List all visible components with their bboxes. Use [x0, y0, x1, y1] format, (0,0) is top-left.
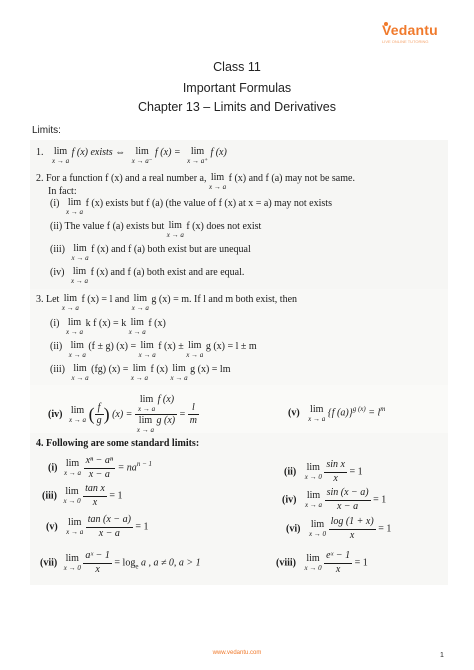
- limit-op: [309, 520, 326, 538]
- lim-word: lim: [172, 363, 186, 374]
- lim-word: lim: [135, 146, 149, 157]
- frac-num: tan (x − a): [86, 515, 133, 528]
- limit-op: [138, 395, 155, 413]
- fraction: [83, 551, 112, 575]
- item-number: 1.: [36, 147, 44, 158]
- formula-text: f (x) and f (a) may not be same.: [228, 173, 355, 184]
- formula-text: = 1: [349, 466, 363, 478]
- frac-num: f: [95, 403, 104, 416]
- frac-num: [135, 395, 177, 415]
- std-limit-v: [46, 515, 149, 539]
- right-paren: ): [103, 404, 110, 424]
- lim-sub: x → a: [138, 405, 156, 413]
- limit-op: [64, 487, 81, 505]
- fraction-limits: [135, 395, 177, 434]
- frac-num: sin (x − a): [325, 488, 371, 501]
- formula-text: = log: [114, 557, 136, 569]
- frac-den: x: [92, 496, 98, 508]
- lim-word: lim: [70, 340, 84, 351]
- formula-2: [36, 173, 355, 191]
- formula-3-v: [288, 405, 385, 423]
- formula-text: = 1: [135, 521, 149, 533]
- formula-text: The value f (a) exists but: [64, 221, 165, 232]
- fraction: [325, 488, 371, 512]
- fraction-l-over-m: [188, 403, 199, 427]
- formula-2-iv: [50, 267, 244, 285]
- lim-word: lim: [190, 146, 205, 157]
- formula-text: f (x) ±: [158, 341, 184, 352]
- formula-3-iv: [48, 395, 199, 434]
- formula-text: f (x): [157, 394, 175, 405]
- lim-sub: x → a: [128, 328, 146, 336]
- limit-op: [132, 294, 149, 312]
- frac-den: x − a: [98, 527, 120, 539]
- sub-label: (i): [48, 462, 58, 474]
- lim-sub: x → a: [71, 374, 89, 382]
- lim-word: lim: [65, 553, 79, 564]
- frac-den: g: [96, 415, 102, 426]
- limit-op: [167, 221, 184, 239]
- formula-text: f (x): [150, 364, 169, 375]
- limit-op: [131, 364, 148, 382]
- limit-op: [186, 341, 203, 359]
- page-number: 1: [440, 652, 444, 659]
- sub-label: (iii): [42, 490, 57, 502]
- lim-word: lim: [65, 458, 80, 469]
- limit-op: [129, 318, 146, 336]
- lim-sub: x → a: [170, 374, 188, 382]
- lim-word: lim: [138, 415, 153, 426]
- limit-op: [64, 459, 81, 477]
- lim-word: lim: [306, 553, 320, 564]
- frac-num: sin x: [324, 460, 347, 473]
- formula-text: g (x) = l ± m: [205, 341, 257, 352]
- fraction: [324, 460, 347, 484]
- limit-op: [137, 416, 154, 434]
- equals: =: [179, 409, 186, 420]
- formula-4-heading: [36, 438, 199, 449]
- formula-text: f (x) exists but f (a) (the value of f (x) at x = a) may not exists: [85, 198, 332, 209]
- std-limit-ii: [284, 460, 363, 484]
- lim-sub: x → a: [304, 501, 323, 509]
- subscript: e: [135, 562, 139, 571]
- lim-sub: x → a: [65, 328, 84, 336]
- lim-sub: x → a: [52, 157, 70, 165]
- limit-op: [308, 405, 325, 423]
- lim-word: lim: [73, 243, 87, 254]
- lim-sub: x → 0: [63, 497, 81, 505]
- formula-text: f (x) and f (a) both exist and are equal.: [90, 267, 245, 278]
- formula-text: g (x) = m. If l and m both exist, then: [151, 294, 298, 305]
- lim-sub: x → a: [186, 351, 204, 359]
- in-fact-label: In fact:: [48, 186, 77, 197]
- fraction: [329, 517, 376, 541]
- lim-word: lim: [188, 340, 202, 351]
- frac-num: aˣ − 1: [83, 551, 112, 564]
- lim-sub: x → 0: [308, 530, 327, 538]
- formula-text: = 1: [354, 557, 368, 569]
- heading-text: Following are some standard limits:: [46, 438, 200, 449]
- limit-op: [62, 294, 79, 312]
- formula-text: f (x) exists ⇔: [71, 147, 126, 158]
- formula-1: [36, 147, 227, 165]
- frac-den: x: [333, 472, 338, 484]
- lim-word: lim: [210, 172, 225, 183]
- formula-text: f (x): [148, 318, 166, 329]
- limit-op: [187, 147, 208, 165]
- chapter-title: Chapter 13 – Limits and Derivatives: [137, 100, 336, 114]
- formula-text: k f (x) = k: [85, 318, 127, 329]
- sub-label: (vi): [286, 523, 301, 535]
- lim-sub: x → a: [138, 351, 156, 359]
- lim-word: lim: [70, 404, 85, 416]
- lim-sub: x → 0: [63, 564, 81, 572]
- lim-sub: x → a⁻: [131, 157, 153, 165]
- lim-sub: x → 0: [304, 473, 322, 481]
- formula-text: (x) =: [112, 409, 133, 420]
- sub-label: (v): [46, 521, 58, 533]
- lim-sub: x → a: [68, 351, 86, 359]
- std-limit-iii: [42, 484, 122, 508]
- limit-op: [72, 364, 89, 382]
- limit-op: [66, 318, 83, 336]
- sub-label: (v): [288, 407, 300, 419]
- sub-label: (vii): [40, 557, 58, 569]
- lim-word: lim: [133, 293, 148, 304]
- sub-label: (ii): [284, 466, 297, 478]
- std-limit-iv: [282, 488, 386, 512]
- class-line: Class 11: [213, 60, 261, 74]
- lim-word: lim: [53, 146, 68, 157]
- formula-text: g (x): [156, 415, 176, 426]
- formula-text: = 1: [109, 490, 123, 502]
- sub-label: (viii): [276, 557, 296, 569]
- exponent: g (x): [352, 405, 366, 413]
- frac-den: x − a: [336, 500, 359, 512]
- left-paren: (: [88, 404, 95, 424]
- formula-3-i: [50, 318, 166, 336]
- lim-word: lim: [139, 394, 154, 405]
- exponent: m: [380, 405, 386, 413]
- formula-text: = l: [368, 407, 381, 419]
- lim-sub: x → a: [166, 231, 184, 239]
- lim-word: lim: [67, 317, 82, 328]
- frac-num: tan x: [83, 484, 107, 497]
- limit-op: [305, 554, 322, 572]
- formula-2-ii: [50, 221, 261, 239]
- limit-op: [139, 341, 156, 359]
- fraction: [324, 551, 352, 575]
- limit-op: [69, 341, 86, 359]
- sub-label: (iii): [50, 364, 65, 375]
- sub-label: (ii): [50, 341, 63, 352]
- lim-word: lim: [306, 462, 320, 473]
- formula-3-iii: [50, 364, 230, 382]
- formula-text: (f ± g) (x) =: [88, 341, 137, 352]
- lim-sub: x → a: [308, 415, 326, 423]
- lim-word: lim: [132, 363, 147, 374]
- frac-num: xⁿ − aⁿ: [84, 456, 116, 469]
- lim-sub: x → a: [68, 415, 87, 424]
- std-limit-vii: [40, 551, 201, 575]
- formula-text: (fg) (x) =: [91, 364, 129, 375]
- formula-text: = 1: [378, 523, 392, 535]
- exponent: n − 1: [136, 459, 153, 468]
- limit-op: [305, 491, 322, 509]
- lim-sub: x → a: [209, 183, 227, 191]
- lim-sub: x → a: [71, 254, 89, 262]
- sub-label: (i): [50, 198, 60, 209]
- formula-3-ii: [50, 341, 257, 359]
- lim-sub: x → a: [66, 528, 84, 536]
- sub-label: (ii): [50, 221, 63, 232]
- item-number: 2.: [36, 173, 44, 184]
- lim-sub: x → 0: [304, 564, 322, 572]
- limit-op: [66, 518, 83, 536]
- sub-label: (iv): [282, 494, 297, 506]
- formula-text: = na: [117, 462, 137, 474]
- limit-op: [69, 406, 86, 424]
- limit-op: [64, 554, 81, 572]
- lim-word: lim: [73, 363, 87, 374]
- sub-label: (i): [50, 318, 60, 329]
- frac-den: x: [95, 563, 100, 575]
- std-limit-viii: [276, 551, 368, 575]
- lim-word: lim: [68, 517, 82, 528]
- lim-sub: x → a: [63, 469, 82, 477]
- std-limit-i: [48, 456, 152, 480]
- formula-text: {f (a)}: [327, 407, 353, 419]
- formula-text: f (x) = l and: [81, 294, 130, 305]
- limit-op: [52, 147, 69, 165]
- frac-den: x: [349, 529, 355, 541]
- formula-text: f (x) =: [155, 147, 181, 158]
- sub-label: (iii): [50, 244, 65, 255]
- formula-3: [36, 294, 297, 312]
- frac-num: eˣ − 1: [324, 551, 352, 564]
- limit-op: [209, 173, 226, 191]
- limit-op: [66, 198, 83, 216]
- formula-text: g (x) = lm: [190, 364, 231, 375]
- frac-num: log (1 + x): [329, 517, 376, 530]
- item-number: 4.: [36, 438, 44, 449]
- fraction: [83, 484, 107, 508]
- formula-text: f (x) does not exist: [186, 221, 262, 232]
- frac-den: [135, 415, 177, 434]
- formula-text: f (x): [210, 147, 227, 158]
- formula-text: a , a ≠ 0, a > 1: [140, 557, 201, 569]
- fraction-f-over-g: [95, 403, 104, 427]
- lim-sub: x → a: [130, 374, 149, 382]
- formula-text: = 1: [373, 494, 387, 506]
- page-title: Important Formulas: [182, 81, 292, 95]
- lim-word: lim: [65, 486, 79, 497]
- frac-num: l: [188, 403, 199, 416]
- footer-url: www.vedantu.com: [212, 650, 262, 656]
- lim-sub: x → a: [61, 304, 79, 312]
- lim-word: lim: [67, 197, 82, 208]
- logo-tagline: LIVE ONLINE TUTORING: [382, 39, 429, 44]
- lim-word: lim: [168, 220, 182, 231]
- lim-word: lim: [306, 490, 321, 501]
- lim-word: lim: [310, 404, 324, 415]
- sub-label: (iv): [50, 267, 65, 278]
- lim-word: lim: [310, 519, 325, 530]
- frac-den: m: [189, 415, 198, 426]
- formula-text: For a function f (x) and a real number a,: [46, 173, 207, 184]
- lim-sub: x → a: [131, 304, 149, 312]
- lim-word: lim: [130, 317, 144, 328]
- limit-op: [132, 147, 153, 165]
- lim-word: lim: [63, 293, 78, 304]
- fraction: [86, 515, 133, 539]
- formula-text: Let: [46, 294, 60, 305]
- limit-op: [171, 364, 188, 382]
- limit-op: [71, 267, 88, 285]
- lim-sub: x → a: [70, 277, 89, 285]
- formula-2-i: [50, 198, 332, 216]
- limits-label: Limits:: [32, 125, 61, 136]
- item-number: 3.: [36, 294, 44, 305]
- logo-word: Vedantu: [382, 22, 438, 38]
- limit-op: [305, 463, 322, 481]
- vedantu-logo: [382, 22, 440, 48]
- lim-word: lim: [140, 340, 154, 351]
- limit-op: [72, 244, 89, 262]
- lim-sub: x → a: [65, 208, 84, 216]
- std-limit-vi: [286, 517, 391, 541]
- sub-label: (iv): [48, 409, 63, 420]
- formula-text: f (x) and f (a) both exist but are unequal: [91, 244, 251, 255]
- fraction: [84, 456, 116, 480]
- frac-den: x: [335, 563, 341, 575]
- formula-2-iii: [50, 244, 251, 262]
- lim-sub: x → a: [136, 426, 155, 434]
- lim-sub: x → a⁺: [187, 157, 208, 165]
- frac-den: x − a: [88, 468, 110, 480]
- lim-word: lim: [72, 266, 87, 277]
